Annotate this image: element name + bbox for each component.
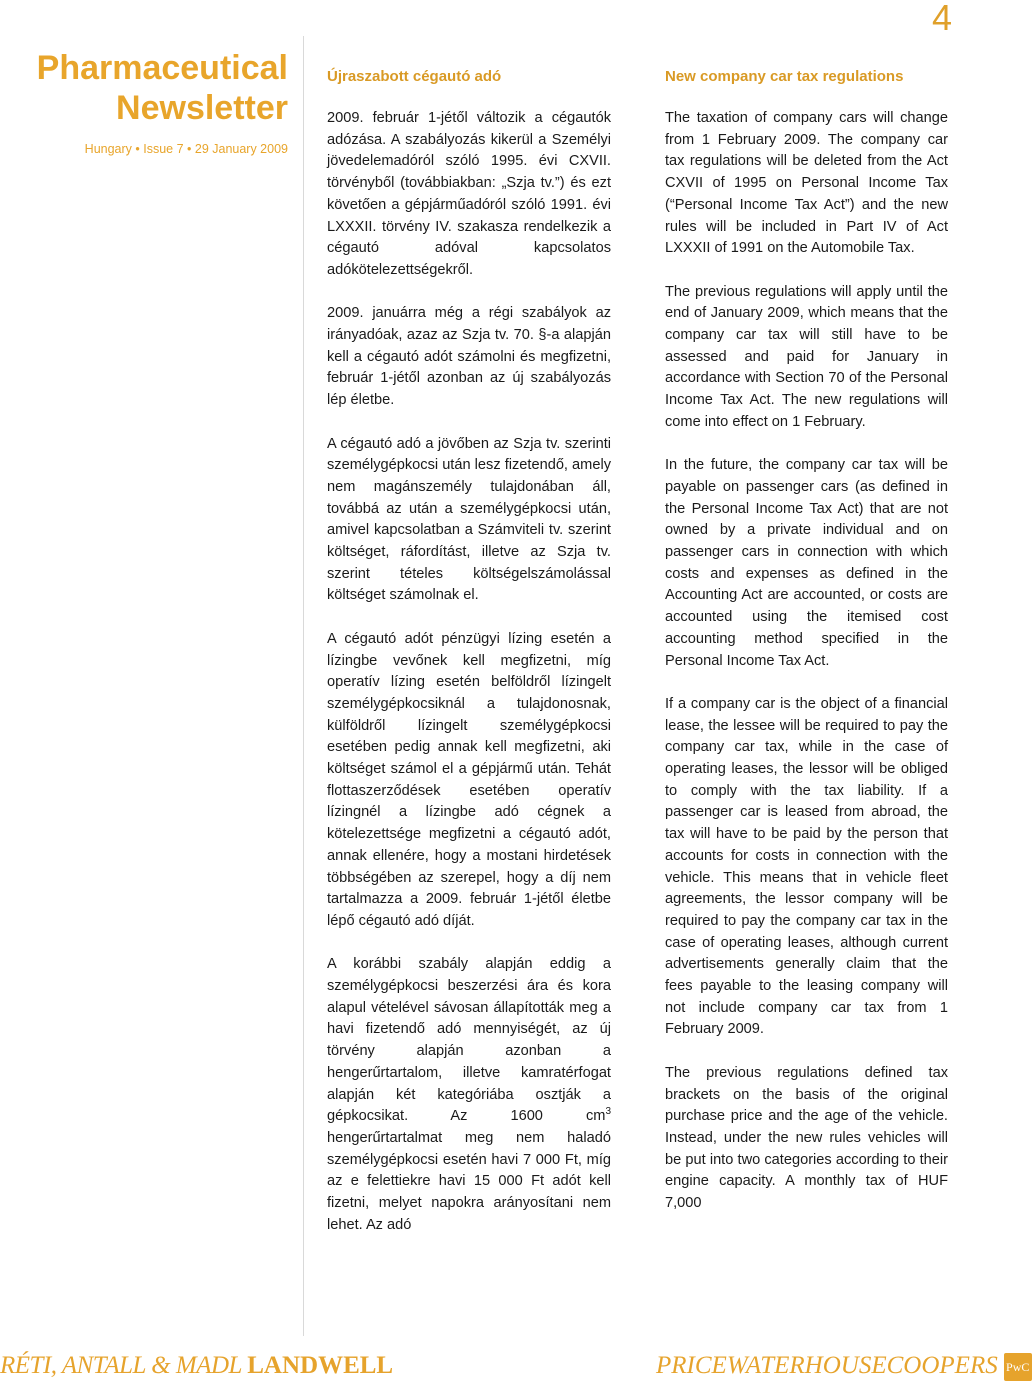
hu-paragraph-3: A cégautó adó a jövőben az Szja tv. szerinti személygépkocsi után lesz fizetendő, amely nem magánszemély tulajdonában áll, továbbá az után a személygépkocsi után, amivel kapcsolatban a Számviteli tv. szerint költséget, ráfordítást, illetve az Szja tv. szerint tételes költségelszámolással költséget számolnak el.: [327, 435, 611, 604]
newsletter-title: [26, 48, 288, 128]
hungarian-heading: Újraszabott cégautó adó: [327, 68, 502, 85]
hungarian-column: [327, 66, 611, 1258]
hu-paragraph-2: 2009. januárra még a régi szabályok az irányadóak, azaz az Szja tv. 70. §-a alapján kell a cégautó adót számolni és megfizetni, február 1-jétől azonban az új szabályozás lép életbe.: [327, 305, 611, 409]
issue-info: Hungary • Issue 7 • 29 January 2009: [84, 142, 288, 156]
column-divider: [303, 36, 304, 1336]
logo-text-reti-antall-madl: RÉTI, ANTALL & MADL: [0, 1352, 242, 1379]
hu-paragraph-5-part2: hengerűrtartalmat meg nem haladó személygépkocsi esetén havi 7 000 Ft, míg az e felettiekre havi 15 000 Ft adót kell fizetni, melyet napokra arányosítani nem lehet. Az adó: [327, 1129, 611, 1233]
masthead: [26, 48, 288, 156]
en-paragraph-1: The taxation of company cars will change from 1 February 2009. The company car tax regulations will be deleted from the Act CXVII of 1995 on Personal Income Tax (“Personal Income Tax Act”) and the new rules will be included in Part IV of Act LXXXII of 1991 on the Automobile Tax.: [665, 110, 948, 257]
english-heading: New company car tax regulations: [665, 68, 904, 85]
cubic-superscript: 3: [605, 1106, 611, 1118]
en-paragraph-2: The previous regulations will apply until the end of January 2009, which means that the company car tax will still have to be assessed and paid for January in accordance with Section 70 of the Personal Income Tax Act. The new regulations will come into effect on 1 February.: [665, 283, 948, 430]
logo-text-landwell: LANDWELL: [247, 1352, 394, 1379]
pricewaterhousecoopers-logo: [656, 1352, 1032, 1381]
reti-antall-madl-landwell-logo: [0, 1352, 393, 1380]
hu-paragraph-5: [327, 954, 611, 1236]
pwc-mark-icon: PwC: [1004, 1353, 1032, 1381]
hu-paragraph-4: A cégautó adót pénzügyi lízing esetén a lízingbe vevőnek kell megfizetni, míg operatív lízing esetén belföldről lízingelt személygépkocsiknál a tulajdonosnak, külföldről lízingelt személygépkocsi esetében pedig annak kell megfizetni, aki költséget számol el a gépjármű után. Tehát flottaszerződések esetében operatív lízingnél a lízingbe adó cégnek a kötelezettsége megfizetni a cégautó adót, annak ellenére, hogy a mostani hirdetések többségében az szerepel, hogy a díj nem tartalmazza a 2009. február 1-jétől életbe lépő cégautó adó díját.: [327, 630, 611, 929]
hu-paragraph-1: 2009. február 1-jétől változik a cégautók adózása. A szabályozás kikerül a Személyi jövedelemadóról szóló 1995. évi CXVII. törvényből (továbbiakban: „Szja tv.”) és ezt követően a gépjárműadóról szóló 1991. évi LXXXII. törvény IV. szakasza rendelkezik a cégautó adóval kapcsolatos adókötelezettségekről.: [327, 110, 611, 278]
title-line-1: Pharmaceutical: [36, 49, 288, 87]
logo-text-pwc: PRICEWATERHOUSECOOPERS: [656, 1352, 998, 1379]
en-paragraph-3: In the future, the company car tax will be payable on passenger cars (as defined in the Personal Income Tax Act) that are not owned by a private individual and on passenger cars in connection with which costs and expenses as defined in the Accounting Act are accounted, or costs are accounted using the itemised cost accounting method specified in the Personal Income Tax Act.: [665, 457, 948, 669]
page-number: 4: [931, 0, 952, 38]
en-paragraph-5: The previous regulations defined tax brackets on the basis of the original purchase price and the age of the vehicle. Instead, under the new rules vehicles will be put into two categories according to their engine capacity. A monthly tax of HUF 7,000: [665, 1064, 948, 1212]
title-line-2: Newsletter: [116, 89, 288, 127]
en-paragraph-4: If a company car is the object of a financial lease, the lessee will be required to pay the company car tax, while in the case of operating leases, the lessor will be obliged to comply with the tax liability. If a passenger car is leased from abroad, the tax will have to be paid by the person that accounts for costs in connection with the vehicle. This means that in vehicle fleet agreements, the lessor company will be required to pay the company car tax in the case of operating leases, although current advertisements generally claim that the fees payable to the leasing company will not include company car tax from 1 February 2009.: [665, 695, 948, 1038]
english-column: [665, 66, 948, 1236]
hu-paragraph-5-part1: A korábbi szabály alapján eddig a személygépkocsi beszerzési ára és kora alapul vételével sávosan állapították meg a havi fizetendő adó mennyiségét, az új törvény alapján azonban a hengerűrtartalom, illetve kamratérfogat alapján két kategóriába osztják a gépkocsikat. Az 1600 cm: [327, 956, 611, 1125]
